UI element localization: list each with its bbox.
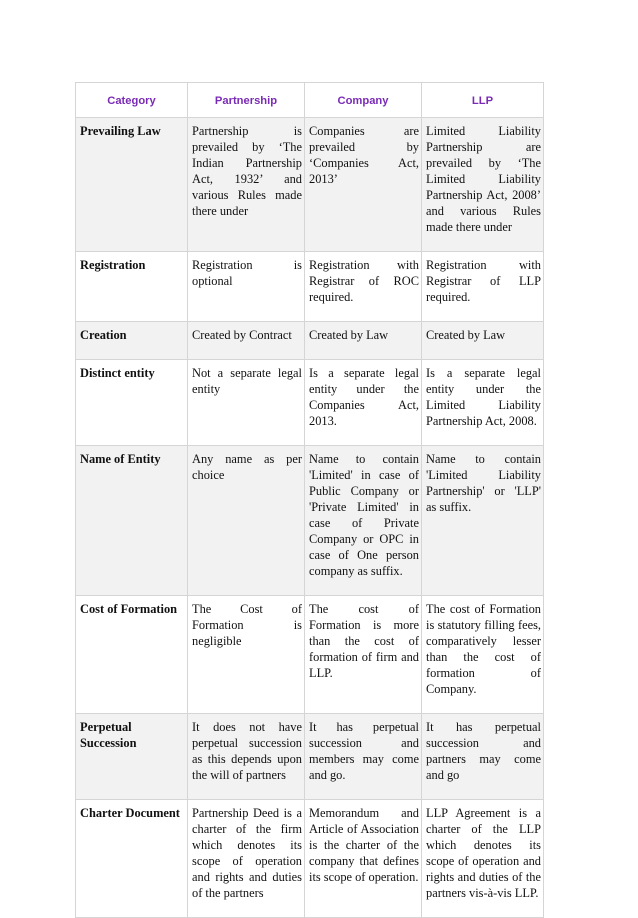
company-cell: Companies are prevailed by ‘Companies Act, 2013’ bbox=[305, 118, 422, 252]
llp-cell: It has perpetual succession and partners may come and go bbox=[422, 714, 544, 800]
llp-cell: The cost of Formation is statutory filling fees, comparatively lesser than the cost of formation of Company. bbox=[422, 596, 544, 714]
partnership-cell: It does not have perpetual succession as this depends upon the will of partners bbox=[188, 714, 305, 800]
table-header bbox=[76, 83, 544, 118]
row-category: Charter Document bbox=[76, 800, 188, 918]
table-row bbox=[76, 446, 544, 596]
row-category: Distinct entity bbox=[76, 360, 188, 446]
table-row bbox=[76, 118, 544, 252]
table-row bbox=[76, 596, 544, 714]
company-cell: Memorandum and Article of Association is the charter of the company that defines its scope of operation. bbox=[305, 800, 422, 918]
header-llp: LLP bbox=[422, 83, 544, 118]
header-company: Company bbox=[305, 83, 422, 118]
table-body bbox=[76, 118, 544, 918]
partnership-cell: Partnership is prevailed by ‘The Indian Partnership Act, 1932’ and various Rules made there under bbox=[188, 118, 305, 252]
llp-cell: Is a separate legal entity under the Limited Liability Partnership Act, 2008. bbox=[422, 360, 544, 446]
partnership-cell: Registration is optional bbox=[188, 252, 305, 322]
table-row bbox=[76, 714, 544, 800]
row-category: Prevailing Law bbox=[76, 118, 188, 252]
table-row bbox=[76, 800, 544, 918]
company-cell: The cost of Formation is more than the cost of formation of firm and LLP. bbox=[305, 596, 422, 714]
partnership-cell: Any name as per choice bbox=[188, 446, 305, 596]
comparison-table bbox=[75, 82, 544, 918]
row-category: Name of Entity bbox=[76, 446, 188, 596]
row-category: Registration bbox=[76, 252, 188, 322]
company-cell: Name to contain 'Limited' in case of Public Company or 'Private Limited' in case of Private Company or OPC in case of One person company as suffix. bbox=[305, 446, 422, 596]
row-category: Cost of Formation bbox=[76, 596, 188, 714]
llp-cell: LLP Agreement is a charter of the LLP which denotes its scope of operation and rights and duties of the partners vis-à-vis LLP. bbox=[422, 800, 544, 918]
llp-cell: Limited Liability Partnership are prevailed by ‘The Limited Liability Partnership Act, 2008’ and various Rules made there under bbox=[422, 118, 544, 252]
table-row bbox=[76, 322, 544, 360]
company-cell: Registration with Registrar of ROC required. bbox=[305, 252, 422, 322]
company-cell: Is a separate legal entity under the Companies Act, 2013. bbox=[305, 360, 422, 446]
partnership-cell: Not a separate legal entity bbox=[188, 360, 305, 446]
partnership-cell: Created by Contract bbox=[188, 322, 305, 360]
row-category: Creation bbox=[76, 322, 188, 360]
company-cell: It has perpetual succession and members may come and go. bbox=[305, 714, 422, 800]
partnership-cell: The Cost of Formation is negligible bbox=[188, 596, 305, 714]
table-row bbox=[76, 252, 544, 322]
table-row bbox=[76, 360, 544, 446]
llp-cell: Name to contain 'Limited Liability Partnership' or 'LLP' as suffix. bbox=[422, 446, 544, 596]
partnership-cell: Partnership Deed is a charter of the firm which denotes its scope of operation and rights and duties of the partners bbox=[188, 800, 305, 918]
header-category: Category bbox=[76, 83, 188, 118]
llp-cell: Created by Law bbox=[422, 322, 544, 360]
llp-cell: Registration with Registrar of LLP required. bbox=[422, 252, 544, 322]
row-category: Perpetual Succession bbox=[76, 714, 188, 800]
company-cell: Created by Law bbox=[305, 322, 422, 360]
header-partnership: Partnership bbox=[188, 83, 305, 118]
header-row bbox=[76, 83, 544, 118]
